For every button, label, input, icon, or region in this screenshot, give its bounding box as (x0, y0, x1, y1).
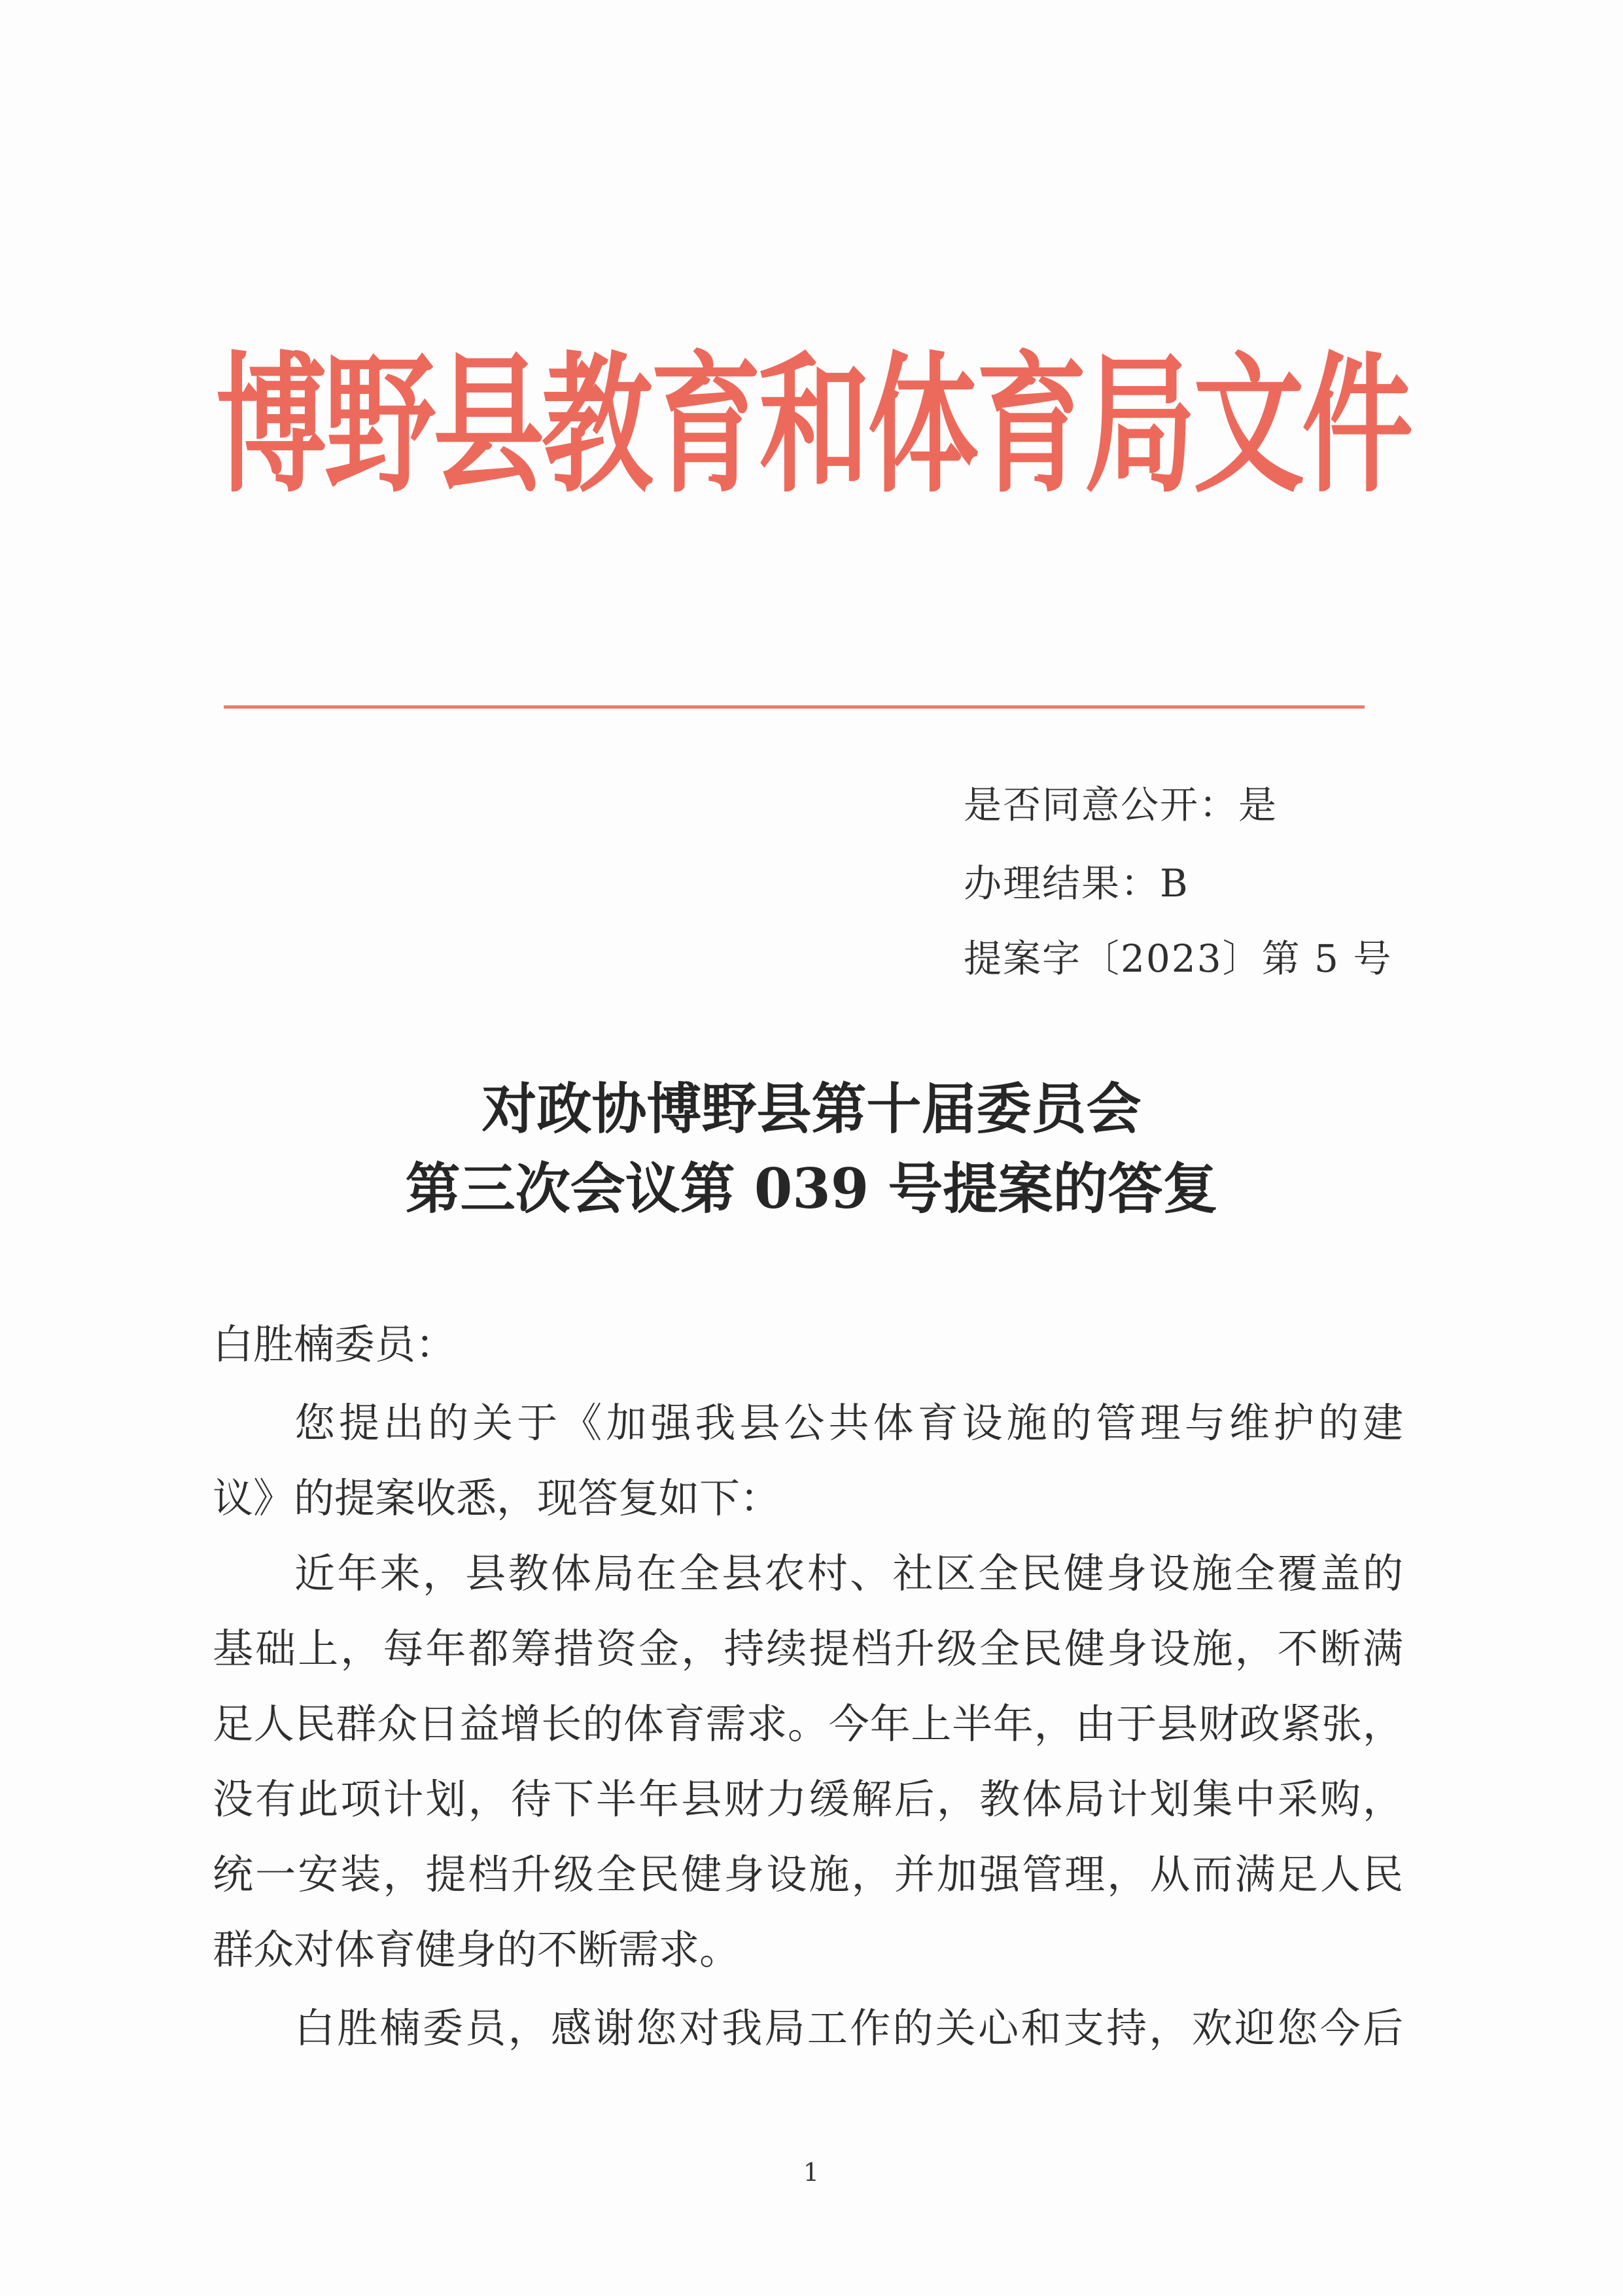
page-number: 1 (803, 2158, 820, 2187)
document-title-line-2: 第三次会议第 039 号提案的答复 (405, 1156, 1218, 1221)
salutation: 白胜楠委员： (213, 1320, 457, 1368)
masthead-divider (224, 705, 1365, 709)
document-number: 提案字〔2023〕第 5 号 (964, 936, 1393, 981)
handling-result: 办理结果：B (964, 861, 1189, 906)
body-line: 足人民群众日益增长的体育需求。今年上半年，由于县财政紧张， (213, 1700, 1403, 1748)
disclosure-status: 是否同意公开：是 (964, 783, 1278, 827)
document-title-line-1: 对政协博野县第十届委员会 (481, 1076, 1142, 1141)
body-line: 群众对体育健身的不断需求。 (213, 1926, 741, 1973)
masthead-title: 博野县教育和体育局文件 (216, 337, 1411, 514)
body-line: 您提出的关于《加强我县公共体育设施的管理与维护的建 (294, 1399, 1403, 1447)
body-line: 统一安装，提档升级全民健身设施，并加强管理，从而满足人民 (213, 1850, 1403, 1898)
body-line: 议》的提案收悉，现答复如下： (213, 1474, 781, 1522)
body-line: 基础上，每年都筹措资金，持续提档升级全民健身设施，不断满 (213, 1625, 1403, 1672)
body-line: 白胜楠委员，感谢您对我局工作的关心和支持，欢迎您今后 (294, 2004, 1403, 2052)
body-line: 近年来，县教体局在全县农村、社区全民健身设施全覆盖的 (294, 1549, 1403, 1597)
body-line: 没有此项计划，待下半年县财力缓解后，教体局计划集中采购， (213, 1775, 1403, 1823)
